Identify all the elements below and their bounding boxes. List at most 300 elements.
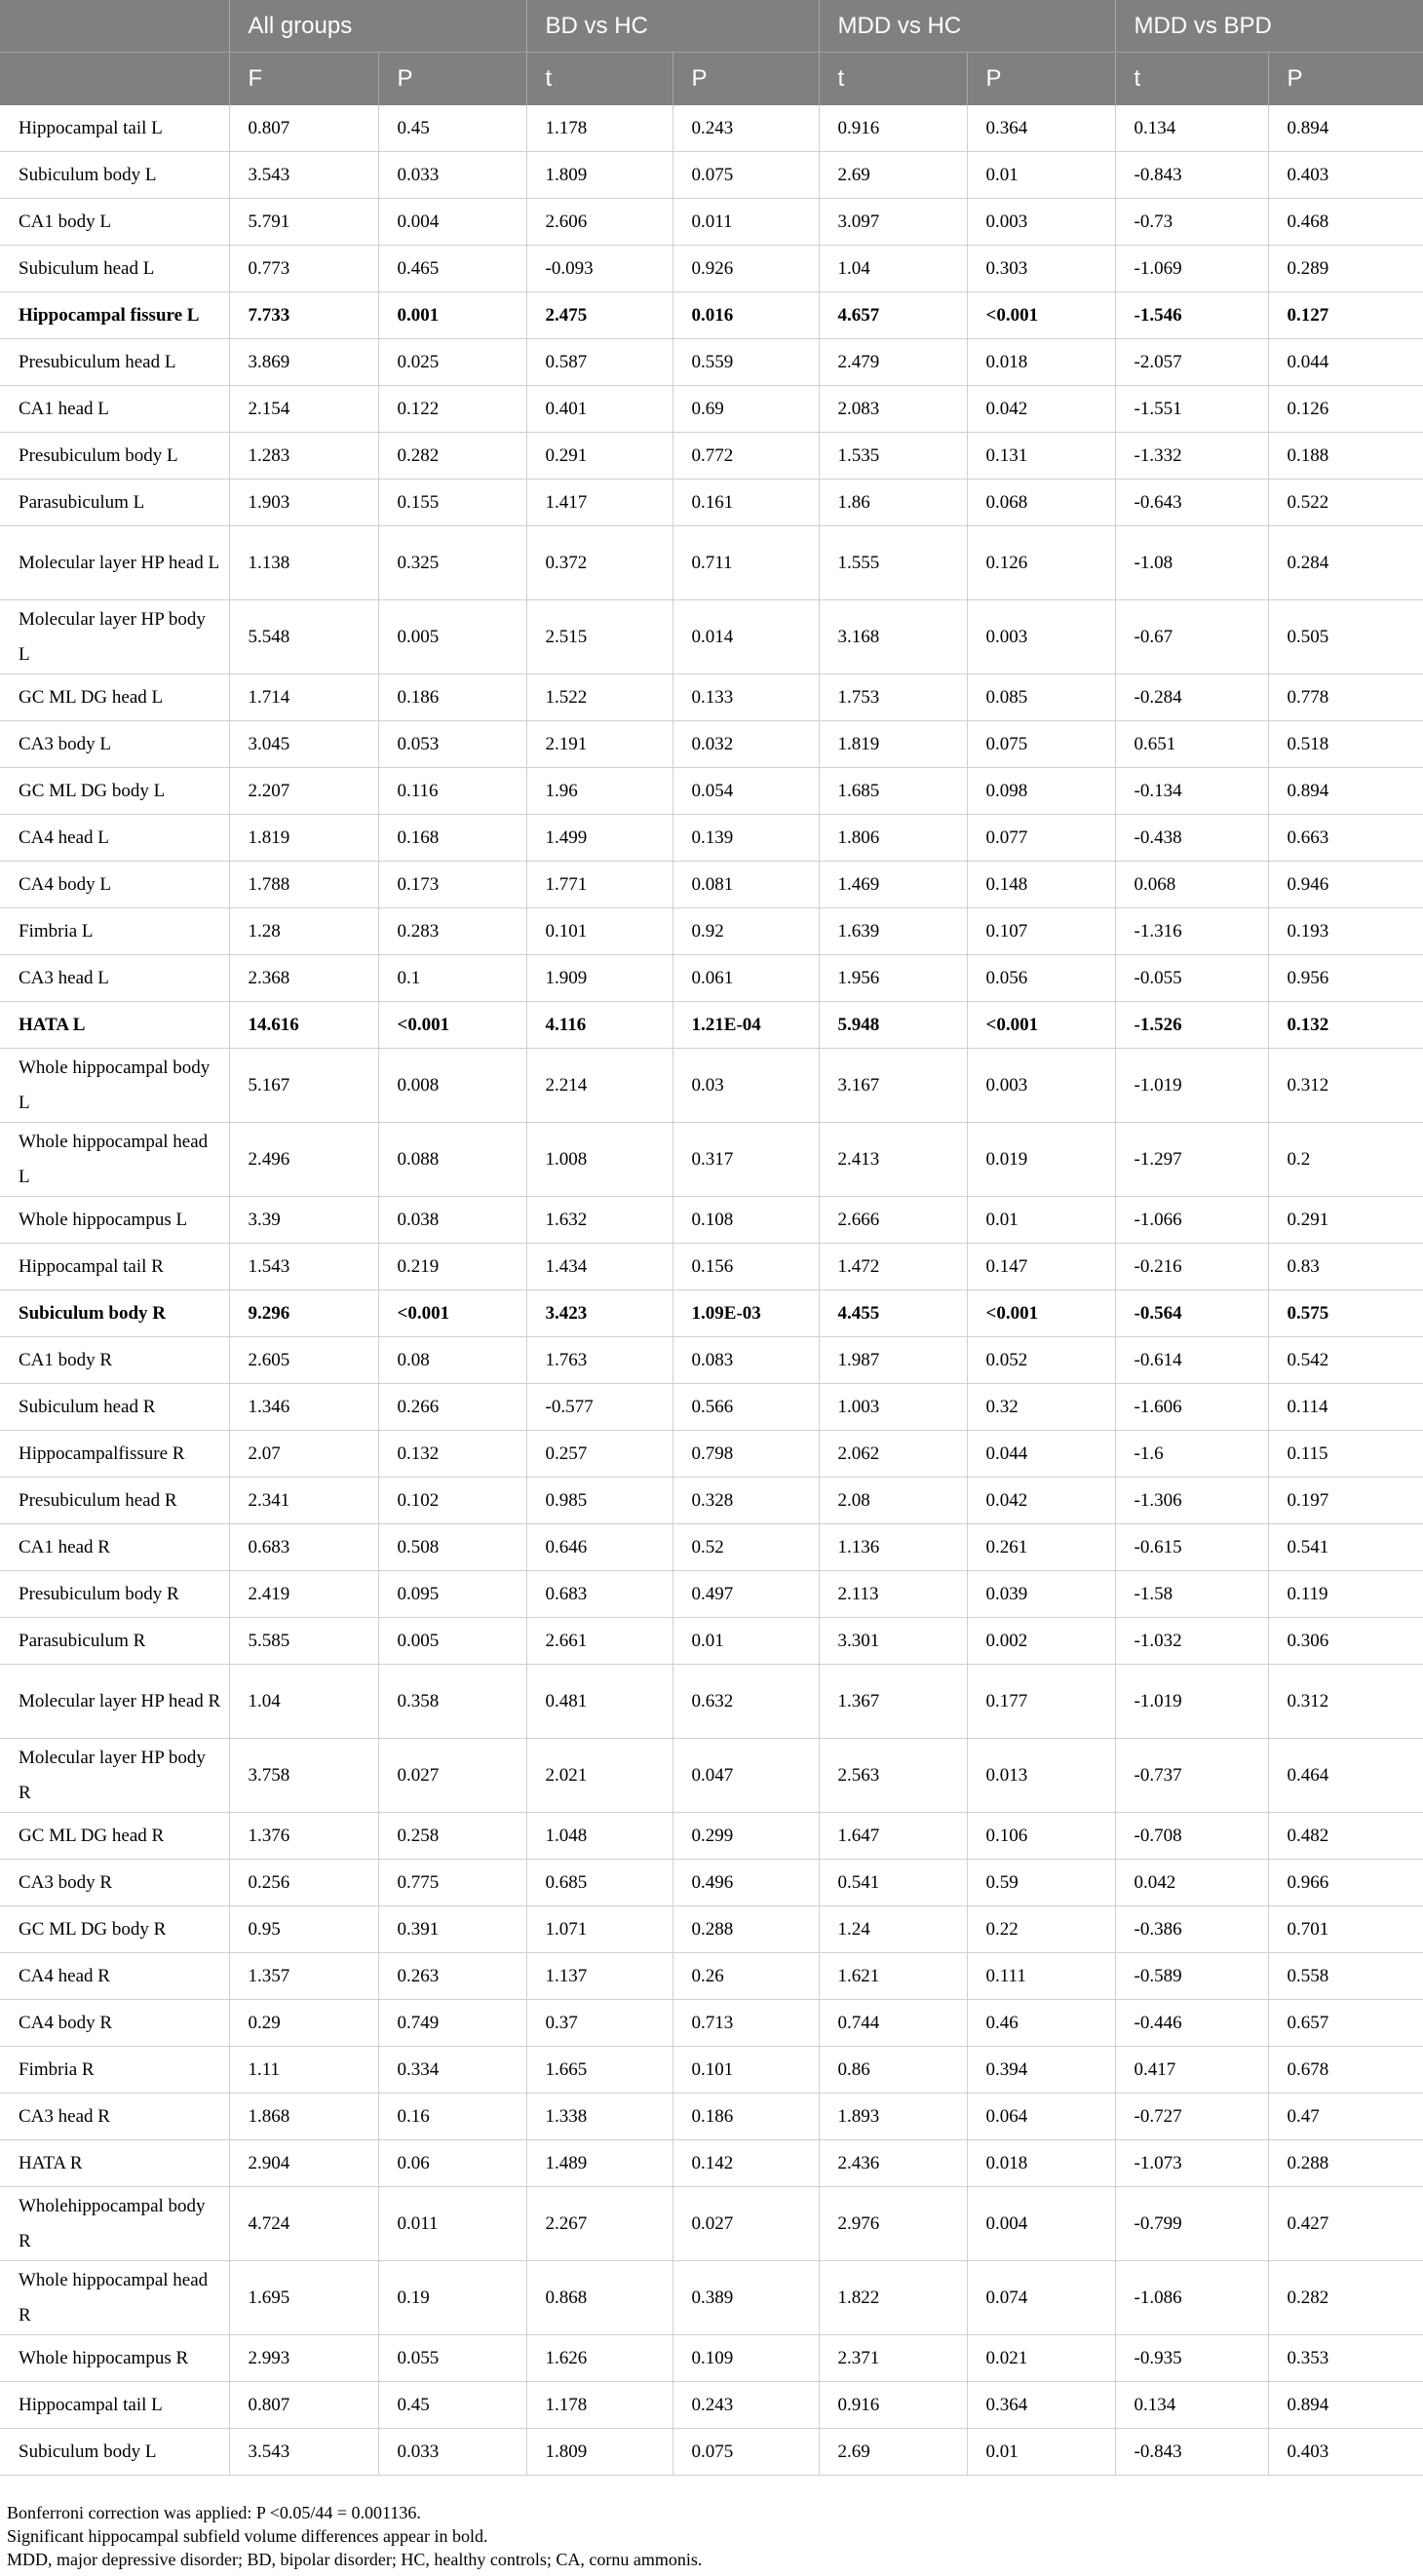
table-row [0, 1953, 1423, 2000]
value-cell: 0.678 [1268, 2047, 1423, 2094]
value-cell: 0.003 [967, 600, 1115, 674]
value-cell: 1.555 [819, 526, 967, 600]
value-cell: 0.148 [967, 862, 1115, 908]
value-cell: 0.312 [1268, 1049, 1423, 1123]
value-cell: -1.297 [1115, 1123, 1268, 1197]
value-cell: 0.772 [673, 433, 819, 480]
stat-header: t [819, 53, 967, 106]
value-cell: 0.018 [967, 339, 1115, 386]
table-row [0, 955, 1423, 1002]
value-cell: 1.21E-04 [673, 1002, 819, 1049]
value-cell: 0.032 [673, 721, 819, 768]
value-cell: 1.367 [819, 1665, 967, 1739]
table-row [0, 1337, 1423, 1384]
value-cell: 0.011 [378, 2187, 526, 2261]
value-cell: 0.042 [1115, 1860, 1268, 1906]
value-cell: 2.69 [819, 152, 967, 199]
value-cell: 2.496 [229, 1123, 378, 1197]
value-cell: 1.903 [229, 480, 378, 526]
table-row [0, 2261, 1423, 2335]
value-cell: 0.055 [378, 2335, 526, 2382]
row-label: CA3 body R [0, 1860, 229, 1906]
value-cell: 0.193 [1268, 908, 1423, 955]
value-cell: 0.32 [967, 1384, 1115, 1431]
row-label: Whole hippocampal head R [0, 2261, 229, 2335]
value-cell: 0.282 [378, 433, 526, 480]
value-cell: 0.033 [378, 152, 526, 199]
value-cell: 0.894 [1268, 768, 1423, 815]
row-label: Hippocampal fissure L [0, 292, 229, 339]
row-label: Presubiculum head R [0, 1478, 229, 1524]
value-cell: 0.749 [378, 2000, 526, 2047]
footnote: Bonferroni correction was applied: P <0.05/44 = 0.001136. [7, 2503, 421, 2522]
value-cell: 0.044 [967, 1431, 1115, 1478]
value-cell: 0.161 [673, 480, 819, 526]
value-cell: 0.334 [378, 2047, 526, 2094]
value-cell: 2.515 [526, 600, 673, 674]
row-label: Whole hippocampus R [0, 2335, 229, 2382]
value-cell: 1.499 [526, 815, 673, 862]
value-cell: 9.296 [229, 1290, 378, 1337]
table-body [0, 105, 1423, 2476]
table-row [0, 1906, 1423, 1953]
value-cell: 0.683 [526, 1571, 673, 1618]
corner-cell [0, 0, 229, 53]
value-cell: 0.497 [673, 1571, 819, 1618]
value-cell: 0.288 [1268, 2140, 1423, 2187]
value-cell: -1.606 [1115, 1384, 1268, 1431]
value-cell: 0.587 [526, 339, 673, 386]
value-cell: 0.481 [526, 1665, 673, 1739]
value-cell: 0.098 [967, 768, 1115, 815]
value-cell: 0.325 [378, 526, 526, 600]
table-row [0, 386, 1423, 433]
value-cell: 1.86 [819, 480, 967, 526]
row-label: Parasubiculum R [0, 1618, 229, 1665]
value-cell: 0.014 [673, 600, 819, 674]
value-cell: 2.413 [819, 1123, 967, 1197]
value-cell: 0.496 [673, 1860, 819, 1906]
value-cell: 2.69 [819, 2429, 967, 2476]
value-cell: 5.791 [229, 199, 378, 246]
table-row [0, 1478, 1423, 1524]
value-cell: 1.138 [229, 526, 378, 600]
value-cell: 0.683 [229, 1524, 378, 1571]
value-cell: 0.075 [673, 2429, 819, 2476]
value-cell: -1.546 [1115, 292, 1268, 339]
value-cell: 0.95 [229, 1906, 378, 1953]
value-cell: 0.575 [1268, 1290, 1423, 1337]
value-cell: -0.055 [1115, 955, 1268, 1002]
value-cell: 0.033 [378, 2429, 526, 2476]
value-cell: -0.577 [526, 1384, 673, 1431]
value-cell: 0.541 [819, 1860, 967, 1906]
value-cell: 1.632 [526, 1197, 673, 1244]
row-label: Molecular layer HP body L [0, 600, 229, 674]
value-cell: 1.639 [819, 908, 967, 955]
value-cell: 0.37 [526, 2000, 673, 2047]
row-label: Subiculum head R [0, 1384, 229, 1431]
value-cell: 0.109 [673, 2335, 819, 2382]
value-cell: 0.101 [526, 908, 673, 955]
value-cell: 0.042 [967, 386, 1115, 433]
value-cell: <0.001 [378, 1002, 526, 1049]
value-cell: 0.798 [673, 1431, 819, 1478]
row-label: Fimbria L [0, 908, 229, 955]
value-cell: -1.086 [1115, 2261, 1268, 2335]
value-cell: 0.59 [967, 1860, 1115, 1906]
value-cell: -0.564 [1115, 1290, 1268, 1337]
row-label: Hippocampal tail L [0, 105, 229, 152]
row-label: Subiculum body L [0, 2429, 229, 2476]
value-cell: 0.025 [378, 339, 526, 386]
value-cell: 2.267 [526, 2187, 673, 2261]
row-label: Hippocampalfissure R [0, 1431, 229, 1478]
table-row [0, 1384, 1423, 1431]
value-cell: -1.551 [1115, 386, 1268, 433]
row-label: Molecular layer HP head L [0, 526, 229, 600]
value-cell: 0.558 [1268, 1953, 1423, 2000]
value-cell: 1.003 [819, 1384, 967, 1431]
value-cell: 2.606 [526, 199, 673, 246]
value-cell: -1.6 [1115, 1431, 1268, 1478]
value-cell: 3.543 [229, 152, 378, 199]
table-row [0, 1618, 1423, 1665]
value-cell: 1.283 [229, 433, 378, 480]
value-cell: 0.027 [378, 1739, 526, 1813]
value-cell: -0.737 [1115, 1739, 1268, 1813]
value-cell: 0.713 [673, 2000, 819, 2047]
value-cell: -0.614 [1115, 1337, 1268, 1384]
value-cell: 2.666 [819, 1197, 967, 1244]
value-cell: 0.1 [378, 955, 526, 1002]
table-row [0, 1123, 1423, 1197]
value-cell: 1.626 [526, 2335, 673, 2382]
table-row [0, 2094, 1423, 2140]
row-label: Fimbria R [0, 2047, 229, 2094]
value-cell: 0.685 [526, 1860, 673, 1906]
value-cell: 0.916 [819, 2382, 967, 2429]
stat-header: P [378, 53, 526, 106]
table-row [0, 105, 1423, 152]
value-cell: 2.021 [526, 1739, 673, 1813]
table-header [0, 0, 1423, 105]
value-cell: 2.904 [229, 2140, 378, 2187]
table-row [0, 2187, 1423, 2261]
value-cell: 0.16 [378, 2094, 526, 2140]
value-cell: 0.358 [378, 1665, 526, 1739]
row-label: HATA L [0, 1002, 229, 1049]
value-cell: 0.186 [378, 674, 526, 721]
value-cell: 0.01 [967, 2429, 1115, 2476]
table-row [0, 1431, 1423, 1478]
value-cell: 0.004 [967, 2187, 1115, 2261]
value-cell: 0.139 [673, 815, 819, 862]
value-cell: -1.526 [1115, 1002, 1268, 1049]
row-label: Molecular layer HP body R [0, 1739, 229, 1813]
row-label: Hippocampal tail L [0, 2382, 229, 2429]
value-cell: 4.657 [819, 292, 967, 339]
value-cell: 0.284 [1268, 526, 1423, 600]
value-cell: 0.197 [1268, 1478, 1423, 1524]
value-cell: 0.299 [673, 1813, 819, 1860]
table-row [0, 199, 1423, 246]
value-cell: 0.45 [378, 105, 526, 152]
value-cell: 1.346 [229, 1384, 378, 1431]
value-cell: 0.261 [967, 1524, 1115, 1571]
value-cell: <0.001 [967, 1290, 1115, 1337]
value-cell: 0.288 [673, 1906, 819, 1953]
value-cell: 5.948 [819, 1002, 967, 1049]
value-cell: 0.394 [967, 2047, 1115, 2094]
table-row [0, 1197, 1423, 1244]
value-cell: 1.136 [819, 1524, 967, 1571]
value-cell: 0.19 [378, 2261, 526, 2335]
table-row [0, 152, 1423, 199]
value-cell: 0.542 [1268, 1337, 1423, 1384]
value-cell: 0.86 [819, 2047, 967, 2094]
value-cell: 0.391 [378, 1906, 526, 1953]
value-cell: 0.111 [967, 1953, 1115, 2000]
value-cell: 1.868 [229, 2094, 378, 2140]
value-cell: 0.26 [673, 1953, 819, 2000]
value-cell: 0.522 [1268, 480, 1423, 526]
value-cell: 3.097 [819, 199, 967, 246]
row-label: CA4 body R [0, 2000, 229, 2047]
value-cell: 1.809 [526, 152, 673, 199]
value-cell: 0.005 [378, 600, 526, 674]
value-cell: 0.868 [526, 2261, 673, 2335]
value-cell: 0.075 [967, 721, 1115, 768]
value-cell: 0.133 [673, 674, 819, 721]
value-cell: 2.976 [819, 2187, 967, 2261]
value-cell: 0.258 [378, 1813, 526, 1860]
value-cell: 0.465 [378, 246, 526, 292]
value-cell: -0.386 [1115, 1906, 1268, 1953]
value-cell: 1.04 [229, 1665, 378, 1739]
value-cell: 0.894 [1268, 105, 1423, 152]
value-cell: -0.727 [1115, 2094, 1268, 2140]
table-row [0, 1571, 1423, 1618]
value-cell: 0.306 [1268, 1618, 1423, 1665]
footnote: Significant hippocampal subfield volume differences appear in bold. [7, 2526, 488, 2546]
value-cell: 0.312 [1268, 1665, 1423, 1739]
value-cell: -0.093 [526, 246, 673, 292]
value-cell: 0.114 [1268, 1384, 1423, 1431]
value-cell: 1.071 [526, 1906, 673, 1953]
value-cell: 2.341 [229, 1478, 378, 1524]
value-cell: 0.946 [1268, 862, 1423, 908]
value-cell: 0.303 [967, 246, 1115, 292]
table-row [0, 1813, 1423, 1860]
value-cell: 0.2 [1268, 1123, 1423, 1197]
value-cell: 5.548 [229, 600, 378, 674]
value-cell: 1.763 [526, 1337, 673, 1384]
value-cell: 1.417 [526, 480, 673, 526]
value-cell: -1.332 [1115, 433, 1268, 480]
value-cell: 0.001 [378, 292, 526, 339]
value-cell: 0.132 [1268, 1002, 1423, 1049]
value-cell: 0.064 [967, 2094, 1115, 2140]
value-cell: -0.73 [1115, 199, 1268, 246]
value-cell: 0.83 [1268, 1244, 1423, 1290]
value-cell: -0.446 [1115, 2000, 1268, 2047]
value-cell: 0.403 [1268, 152, 1423, 199]
value-cell: 0.126 [967, 526, 1115, 600]
value-cell: 2.479 [819, 339, 967, 386]
value-cell: -1.306 [1115, 1478, 1268, 1524]
value-cell: 2.113 [819, 1571, 967, 1618]
table-row [0, 908, 1423, 955]
value-cell: 0.401 [526, 386, 673, 433]
footnote: MDD, major depressive disorder; BD, bipolar disorder; HC, healthy controls; CA, cornu ammonis. [7, 2550, 703, 2569]
value-cell: 1.048 [526, 1813, 673, 1860]
value-cell: 0.011 [673, 199, 819, 246]
value-cell: 2.154 [229, 386, 378, 433]
table-row [0, 526, 1423, 600]
table-row [0, 815, 1423, 862]
row-label: Presubiculum body L [0, 433, 229, 480]
value-cell: 0.142 [673, 2140, 819, 2187]
row-label: Presubiculum head L [0, 339, 229, 386]
value-cell: -0.589 [1115, 1953, 1268, 2000]
table-row [0, 768, 1423, 815]
value-cell: 4.455 [819, 1290, 967, 1337]
value-cell: 0.122 [378, 386, 526, 433]
group-header: BD vs HC [526, 0, 819, 53]
value-cell: 0.077 [967, 815, 1115, 862]
value-cell: 0.243 [673, 105, 819, 152]
value-cell: 0.08 [378, 1337, 526, 1384]
value-cell: 0.134 [1115, 105, 1268, 152]
value-cell: 2.419 [229, 1571, 378, 1618]
value-cell: 4.116 [526, 1002, 673, 1049]
value-cell: -0.935 [1115, 2335, 1268, 2382]
value-cell: 0.657 [1268, 2000, 1423, 2047]
value-cell: -1.069 [1115, 246, 1268, 292]
value-cell: 0.219 [378, 1244, 526, 1290]
table-row [0, 721, 1423, 768]
value-cell: 2.993 [229, 2335, 378, 2382]
value-cell: -0.438 [1115, 815, 1268, 862]
value-cell: 0.127 [1268, 292, 1423, 339]
value-cell: 1.771 [526, 862, 673, 908]
value-cell: 0.03 [673, 1049, 819, 1123]
value-cell: 0.061 [673, 955, 819, 1002]
row-label: Parasubiculum L [0, 480, 229, 526]
value-cell: 2.661 [526, 1618, 673, 1665]
value-cell: 0.186 [673, 2094, 819, 2140]
value-cell: 2.191 [526, 721, 673, 768]
value-cell: 5.167 [229, 1049, 378, 1123]
value-cell: 2.475 [526, 292, 673, 339]
value-cell: 0.021 [967, 2335, 1115, 2382]
value-cell: -0.134 [1115, 768, 1268, 815]
value-cell: 1.469 [819, 862, 967, 908]
value-cell: 0.052 [967, 1337, 1115, 1384]
value-cell: 2.371 [819, 2335, 967, 2382]
value-cell: 2.563 [819, 1739, 967, 1813]
value-cell: <0.001 [378, 1290, 526, 1337]
row-label: CA3 head L [0, 955, 229, 1002]
value-cell: 0.134 [1115, 2382, 1268, 2429]
value-cell: 0.256 [229, 1860, 378, 1906]
value-cell: 3.869 [229, 339, 378, 386]
value-cell: 0.353 [1268, 2335, 1423, 2382]
stat-header: t [1115, 53, 1268, 106]
value-cell: -0.284 [1115, 674, 1268, 721]
group-header: MDD vs HC [819, 0, 1115, 53]
value-cell: 1.987 [819, 1337, 967, 1384]
table-row [0, 246, 1423, 292]
value-cell: 0.101 [673, 2047, 819, 2094]
value-cell: 0.46 [967, 2000, 1115, 2047]
value-cell: 0.744 [819, 2000, 967, 2047]
value-cell: 3.301 [819, 1618, 967, 1665]
value-cell: 0.005 [378, 1618, 526, 1665]
value-cell: 2.214 [526, 1049, 673, 1123]
table-row [0, 862, 1423, 908]
value-cell: 1.376 [229, 1813, 378, 1860]
value-cell: 0.282 [1268, 2261, 1423, 2335]
value-cell: 0.985 [526, 1478, 673, 1524]
value-cell: 0.773 [229, 246, 378, 292]
value-cell: 0.156 [673, 1244, 819, 1290]
value-cell: -1.08 [1115, 526, 1268, 600]
value-cell: 1.357 [229, 1953, 378, 2000]
value-cell: <0.001 [967, 292, 1115, 339]
value-cell: 0.701 [1268, 1906, 1423, 1953]
value-cell: 0.081 [673, 862, 819, 908]
row-label: GC ML DG head L [0, 674, 229, 721]
value-cell: 0.364 [967, 105, 1115, 152]
value-cell: 0.257 [526, 1431, 673, 1478]
value-cell: 0.389 [673, 2261, 819, 2335]
value-cell: 0.22 [967, 1906, 1115, 1953]
value-cell: 0.775 [378, 1860, 526, 1906]
value-cell: 0.177 [967, 1665, 1115, 1739]
value-cell: 0.482 [1268, 1813, 1423, 1860]
value-cell: 2.605 [229, 1337, 378, 1384]
row-label: CA1 head L [0, 386, 229, 433]
value-cell: 0.115 [1268, 1431, 1423, 1478]
value-cell: 0.807 [229, 105, 378, 152]
value-cell: 0.289 [1268, 246, 1423, 292]
value-cell: 0.008 [378, 1049, 526, 1123]
value-cell: 0.106 [967, 1813, 1115, 1860]
value-cell: 0.039 [967, 1571, 1115, 1618]
value-cell: 1.647 [819, 1813, 967, 1860]
value-cell: 0.364 [967, 2382, 1115, 2429]
table-row [0, 1049, 1423, 1123]
row-label: CA4 body L [0, 862, 229, 908]
value-cell: 0.147 [967, 1244, 1115, 1290]
row-label: CA1 body R [0, 1337, 229, 1384]
value-cell: 0.372 [526, 526, 673, 600]
value-cell: 0.266 [378, 1384, 526, 1431]
value-cell: 3.045 [229, 721, 378, 768]
value-cell: 2.07 [229, 1431, 378, 1478]
corner-cell [0, 53, 229, 106]
row-label: Subiculum head L [0, 246, 229, 292]
value-cell: 0.075 [673, 152, 819, 199]
table-row [0, 2000, 1423, 2047]
value-cell: 1.008 [526, 1123, 673, 1197]
value-cell: 0.019 [967, 1123, 1115, 1197]
stat-header: F [229, 53, 378, 106]
stat-header: P [967, 53, 1115, 106]
value-cell: 1.178 [526, 2382, 673, 2429]
